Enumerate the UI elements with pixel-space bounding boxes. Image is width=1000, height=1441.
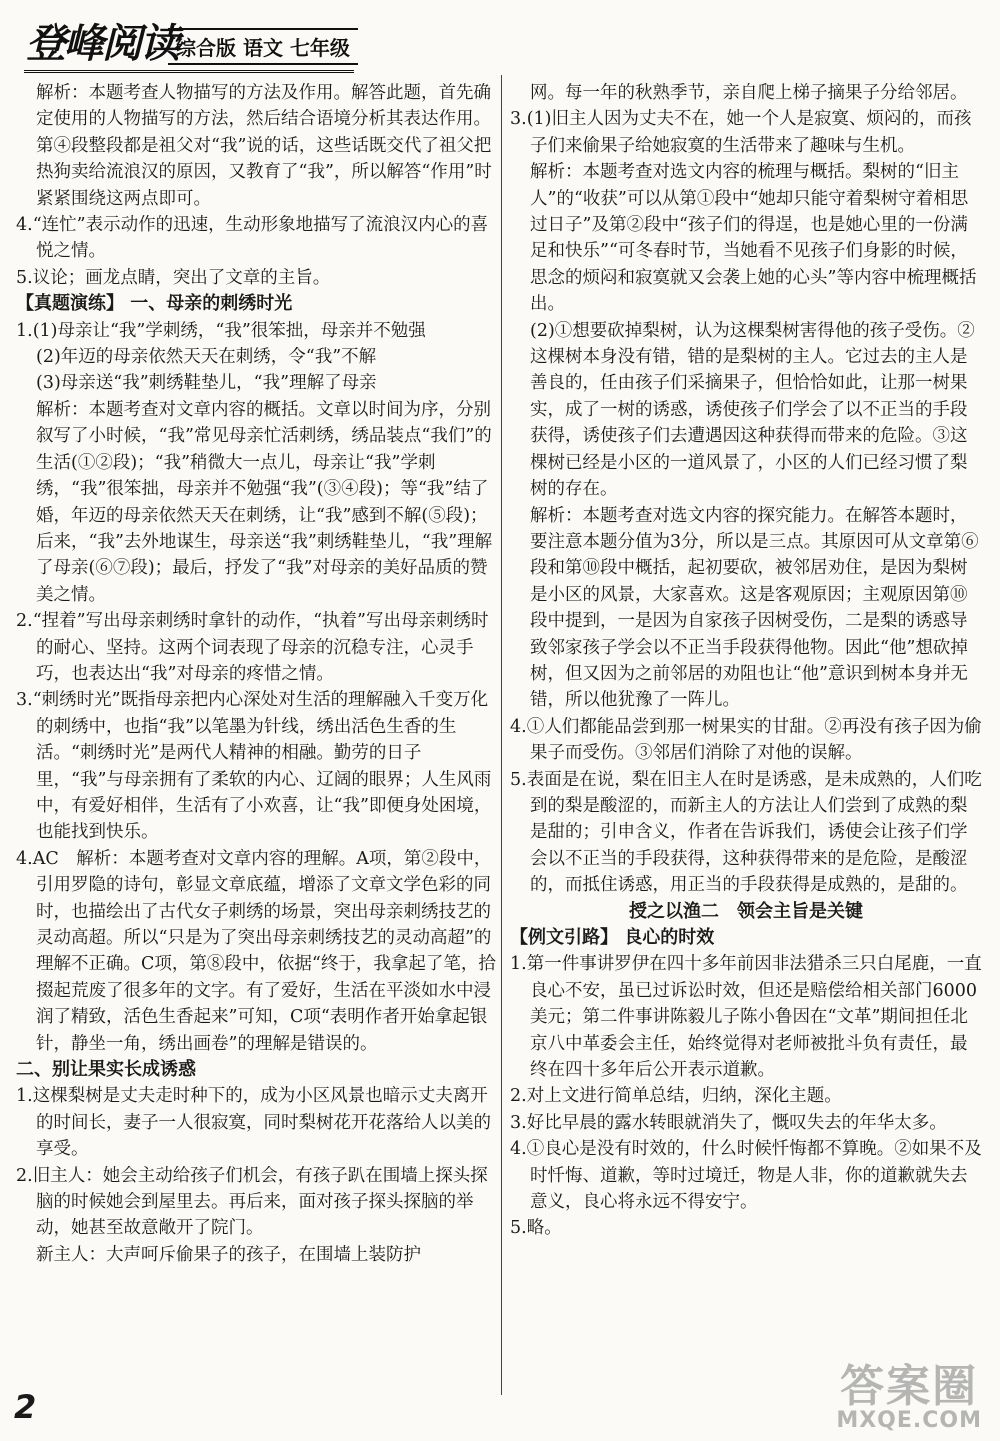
paragraph: 2.“捏着”写出母亲刺绣时拿针的动作，“执着”写出母亲刺绣时的耐心、坚持。这两个词表现了母亲的沉稳专注，心灵手巧，也表达出“我”对母亲的疼惜之情。 (16, 611, 489, 684)
paragraph: 解析：本题考查对选文内容的探究能力。在解答本题时，要注意本题分值为3分，所以是三点。其原因可从文章第⑥段和第⑩段中概括，起初要砍，被邻居劝住，是因为梨树是小区的风景，大家喜欢。这是客观原因；主观原因第⑩段中提到，一是因为自家孩子因树受伤，二是梨的诱惑导致邻家孩子学会以不正当手段获得他物。因此“他”想砍掉树，但又因为之前邻居的劝阻也让“他”意识到树本身并无错，所以他犹豫了一阵儿。 (530, 505, 979, 711)
paragraph: 5.表面是在说，梨在旧主人在时是诱惑，是未成熟的，人们吃到的梨是酸涩的，而新主人的方法让人们尝到了成熟的梨是甜的；引申含义，作者在告诉我们，诱使会让孩子们学会以不正当的手段获得，这种获得带来的是危险，是酸涩的，而抵住诱惑，用正当的手段获得是成熟的，是甜的。 (510, 769, 982, 896)
paragraph: 解析：本题考查对选文内容的梳理与概括。梨树的“旧主人”的“收获”可以从第①段中“她却只能守着梨树守着相思过日子”及第②段中“孩子们的得逞，也是她心里的一份满足和快乐”“可冬春时节，当她看不见孩子们身影的时候，思念的烦闷和寂寞就又会袭上她的心头”等内容中梳理概括出。 (530, 162, 977, 315)
paragraph: 新主人：大声呵斥偷果子的孩子，在围墙上装防护 (36, 1244, 421, 1265)
paragraph: 网。每一年的秋熟季节，亲自爬上梯子摘果子分给邻居。 (530, 83, 968, 103)
paragraph: 5.议论；画龙点睛，突出了文章的主旨。 (16, 267, 331, 288)
paragraph: 解析：本题考查对文章内容的概括。文章以时间为序，分别叙写了小时候，“我”常见母亲忙活刺绣，绣品装点“我们”的生活(①②段)；“我”稍微大一点儿，母亲让“我”学刺绣，“我”很笨拙，母亲并不勉强“我”(③④段)；等“我”结了婚，年迈的母亲依然天天在刺绣，让“我”感到不解(⑤段)；后来，“我”去外地谋生，母亲送“我”刺绣鞋垫儿，“我”理解了母亲(⑥⑦段)；最后，抒发了“我”对母亲的美好品质的赞美之情。 (36, 399, 493, 605)
edition-label: 综合版 语文 七年级 (168, 28, 358, 65)
paragraph: 5.略。 (510, 1218, 562, 1239)
watermark-url: MXQE.COM (836, 1408, 982, 1433)
paragraph: 4.AC 解析：本题考查对文章内容的理解。A项，第②段中，引用罗隐的诗句，彰显文章底蕴，增添了文章文学色彩的同时，也描绘出了古代女子刺绣的场景，突出母亲刺绣技艺的灵动高超。所以“只是为了突出母亲刺绣技艺的灵动高超”的理解不正确。C项，第⑧段中，依据“终于，我拿起了笔，拾掇起荒废了很多年的文字。有了爱好，生活在平淡如水中浸润了精致，活色生香起来”可知，C项“表明作者开始拿起银针，静坐一角，绣出画卷”的理解是错误的。 (16, 848, 496, 1054)
section-title: 【真题演练】 一、母亲的刺绣时光 (16, 293, 293, 315)
paragraph: 2.对上文进行简单总结，归纳，深化主题。 (510, 1086, 842, 1107)
paragraph: 2.旧主人：她会主动给孩子们机会，有孩子趴在围墙上探头探脑的时候她会到屋里去。再后来，面对孩子探头探脑的举动，她甚至故意敞开了院门。 (16, 1165, 488, 1239)
brand-logo: 登峰阅读 (26, 20, 178, 67)
section-title: 授之以渔二 领会主旨是关键 (629, 900, 863, 922)
section-title: 二、别让果实长成诱惑 (16, 1059, 196, 1081)
header-rule (24, 70, 354, 73)
page-number: 2 (14, 1388, 37, 1426)
watermark (836, 1350, 982, 1433)
paragraph: 3.好比早晨的露水转眼就消失了，慨叹失去的年华太多。 (510, 1112, 947, 1133)
paragraph: 1.(1)母亲让“我”学刺绣，“我”很笨拙，母亲并不勉强 (16, 320, 426, 341)
paragraph: 3.“刺绣时光”既指母亲把内心深处对生活的理解融入千变万化的刺绣中，也指“我”以笔墨为针线，绣出活色生香的生活。“刺绣时光”是两代人精神的相融。勤劳的日子里，“我”与母亲拥有了柔软的内心、辽阔的眼界；人生风雨中，有爱好相伴，生活有了小欢喜，让“我”即便身处困境，也能找到快乐。 (16, 690, 492, 843)
paragraph: 3.(1)旧主人因为丈夫不在，她一个人是寂寞、烦闷的，而孩子们来偷果子给她寂寞的生活带来了趣味与生机。 (510, 109, 972, 156)
paragraph: (3)母亲送“我”刺绣鞋垫儿，“我”理解了母亲 (36, 373, 377, 394)
paragraph: 1.这棵梨树是丈夫走时种下的，成为小区风景也暗示丈夫离开的时间长，妻子一人很寂寞，同时梨树花开花落给人以美的享受。 (16, 1086, 491, 1160)
watermark-text: 答案圈 (840, 1361, 979, 1412)
left-column (16, 80, 496, 1268)
paragraph: 4.①良心是没有时效的，什么时候忏悔都不算晚。②如果不及时忏悔、道歉，等时过境迁，物是人非，你的道歉就失去意义，良心将永远不得安宁。 (510, 1139, 982, 1213)
page-header (18, 10, 983, 68)
section-title: 【例文引路】 良心的时效 (510, 927, 715, 948)
column-divider (501, 75, 502, 1395)
paragraph: 1.第一件事讲罗伊在四十多年前因非法猎杀三只白尾鹿，一直良心不安，虽已过诉讼时效，但还是赔偿给相关部门6000美元；第二件事讲陈毅儿子陈小鲁因在“文革”期间担任北京八中革委会主任，始终觉得对老师被批斗负有责任，最终在四十多年后公开表示道歉。 (510, 954, 982, 1081)
paragraph: 解析：本题考查人物描写的方法及作用。解答此题，首先确定使用的人物描写的方法，然后结合语境分析其表达作用。第④段整段都是祖父对“我”说的话，这些话既交代了祖父把热狗卖给流浪汉的原因，又教育了“我”，所以解答“作用”时紧紧围绕这两点即可。 (36, 83, 492, 209)
paragraph: (2)年迈的母亲依然天天在刺绣，令“我”不解 (36, 347, 377, 368)
paragraph: 4.“连忙”表示动作的迅速，生动形象地描写了流浪汉内心的喜悦之情。 (16, 215, 489, 262)
right-column (510, 80, 982, 1242)
paragraph: (2)①想要砍掉梨树，认为这棵梨树害得他的孩子受伤。②这棵树本身没有错，错的是梨树的主人。它过去的主人是善良的，任由孩子们采摘果子，但恰恰如此，让那一树果实，成了一树的诱惑，诱使孩子们学会了以不正当的手段获得，诱使孩子们去遭遇因这种获得而带来的危险。③这棵树已经是小区的一道风景了，小区的人们已经习惯了梨树的存在。 (530, 320, 975, 500)
paragraph: 4.①人们都能品尝到那一树果实的甘甜。②再没有孩子因为偷果子而受伤。③邻居们消除了对他的误解。 (510, 716, 982, 764)
